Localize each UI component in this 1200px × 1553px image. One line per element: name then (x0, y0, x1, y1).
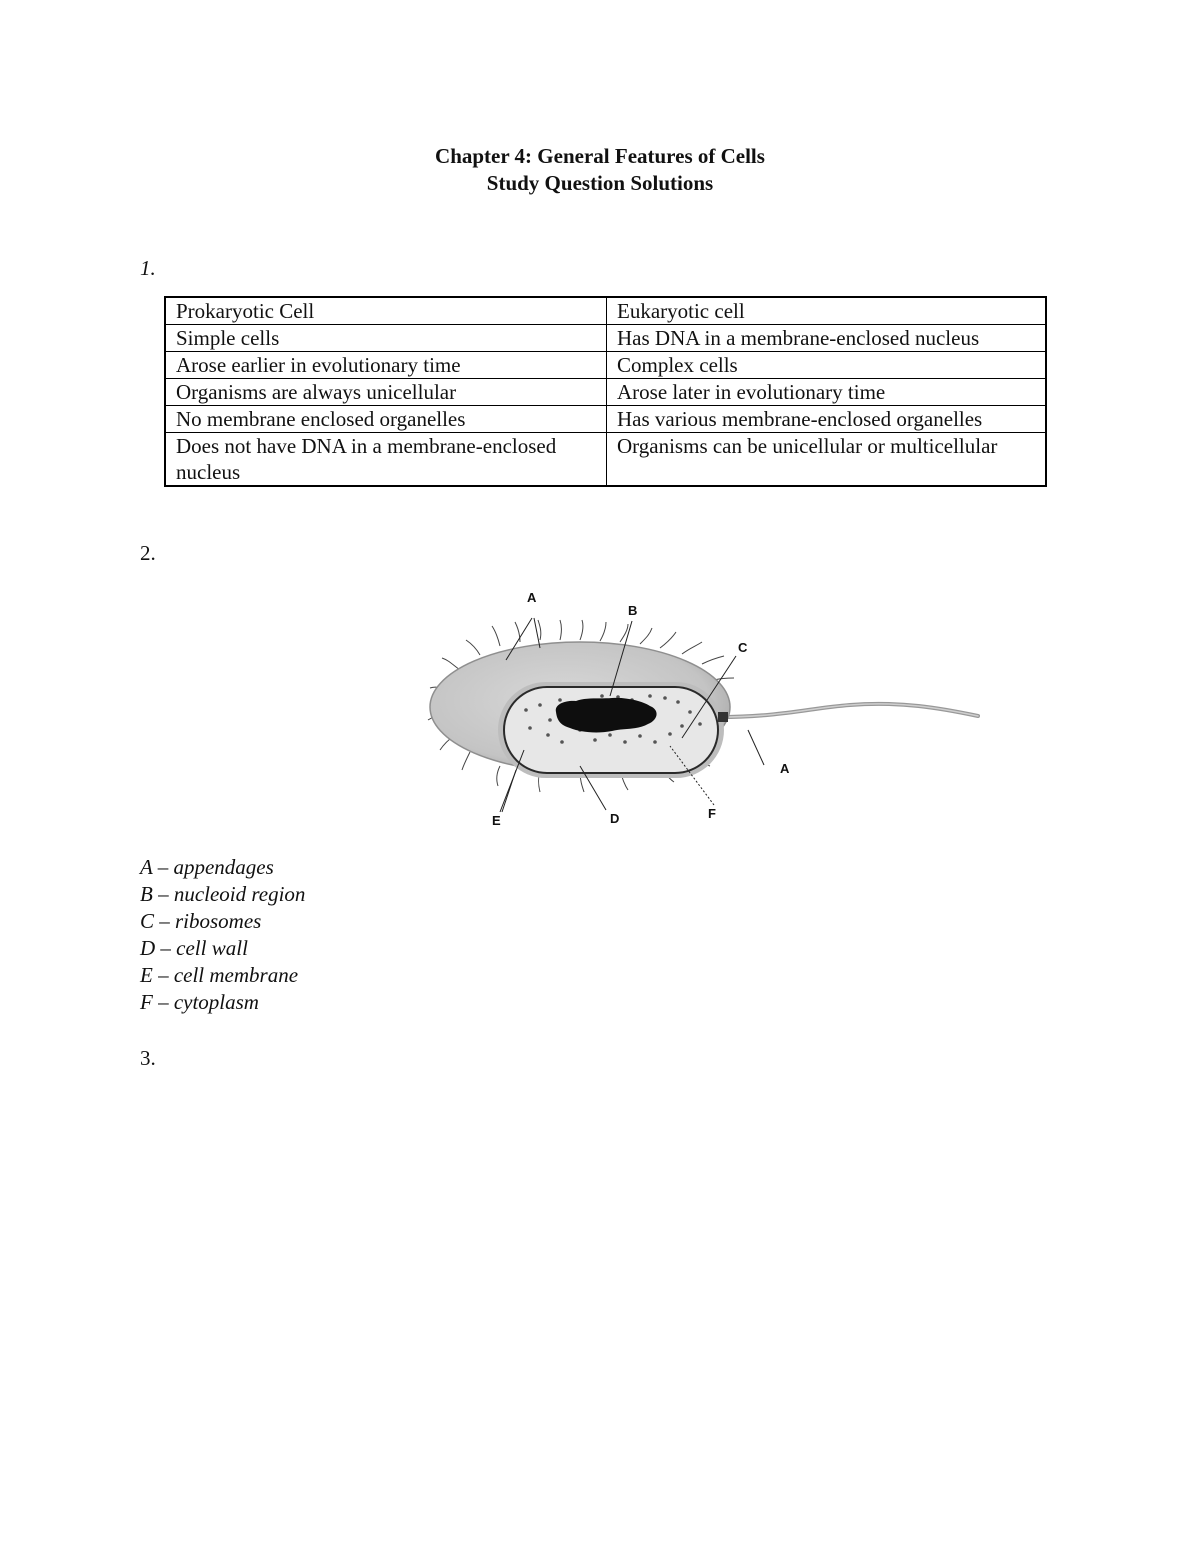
table-cell: Complex cells (607, 352, 1047, 379)
question-1-label: 1. (140, 256, 156, 280)
table-cell: Does not have DNA in a membrane-enclosed nucleus (165, 433, 607, 487)
cell-comparison-table (164, 296, 1047, 487)
cell-illustration (420, 580, 990, 830)
table-cell: Simple cells (165, 325, 607, 352)
prokaryotic-cell-diagram (420, 580, 990, 830)
legend-item: D – cell wall (140, 936, 248, 960)
label-a-right: A (780, 761, 790, 776)
table-cell: Eukaryotic cell (607, 297, 1047, 325)
page-subtitle: Study Question Solutions (486, 171, 714, 195)
question-2-label: 2. (140, 541, 156, 565)
page-title: Chapter 4: General Features of Cells (435, 144, 765, 168)
question-3-label: 3. (140, 1046, 156, 1070)
table-cell: Arose later in evolutionary time (607, 379, 1047, 406)
label-b: B (628, 603, 638, 618)
label-a-top: A (527, 590, 537, 605)
legend-item: C – ribosomes (140, 909, 262, 933)
table-cell: Has DNA in a membrane-enclosed nucleus (607, 325, 1047, 352)
table-cell: Has various membrane-enclosed organelles (607, 406, 1047, 433)
table-cell: No membrane enclosed organelles (165, 406, 607, 433)
label-c: C (738, 640, 748, 655)
table-row (165, 297, 1046, 325)
table-cell: Prokaryotic Cell (165, 297, 607, 325)
diagram-legend (140, 854, 305, 1016)
label-e: E (492, 813, 501, 828)
table-row (165, 379, 1046, 406)
table-cell: Organisms can be unicellular or multicellular (607, 433, 1047, 487)
legend-item: A – appendages (140, 855, 274, 879)
table-cell: Arose earlier in evolutionary time (165, 352, 607, 379)
label-d: D (610, 811, 620, 826)
page-header (0, 143, 1200, 197)
legend-item: E – cell membrane (140, 963, 299, 987)
table-row (165, 325, 1046, 352)
legend-item: B – nucleoid region (140, 882, 306, 906)
table-cell: Organisms are always unicellular (165, 379, 607, 406)
label-f: F (708, 806, 716, 821)
table-row (165, 352, 1046, 379)
legend-item: F – cytoplasm (140, 990, 259, 1014)
table-row (165, 406, 1046, 433)
table-row (165, 433, 1046, 487)
